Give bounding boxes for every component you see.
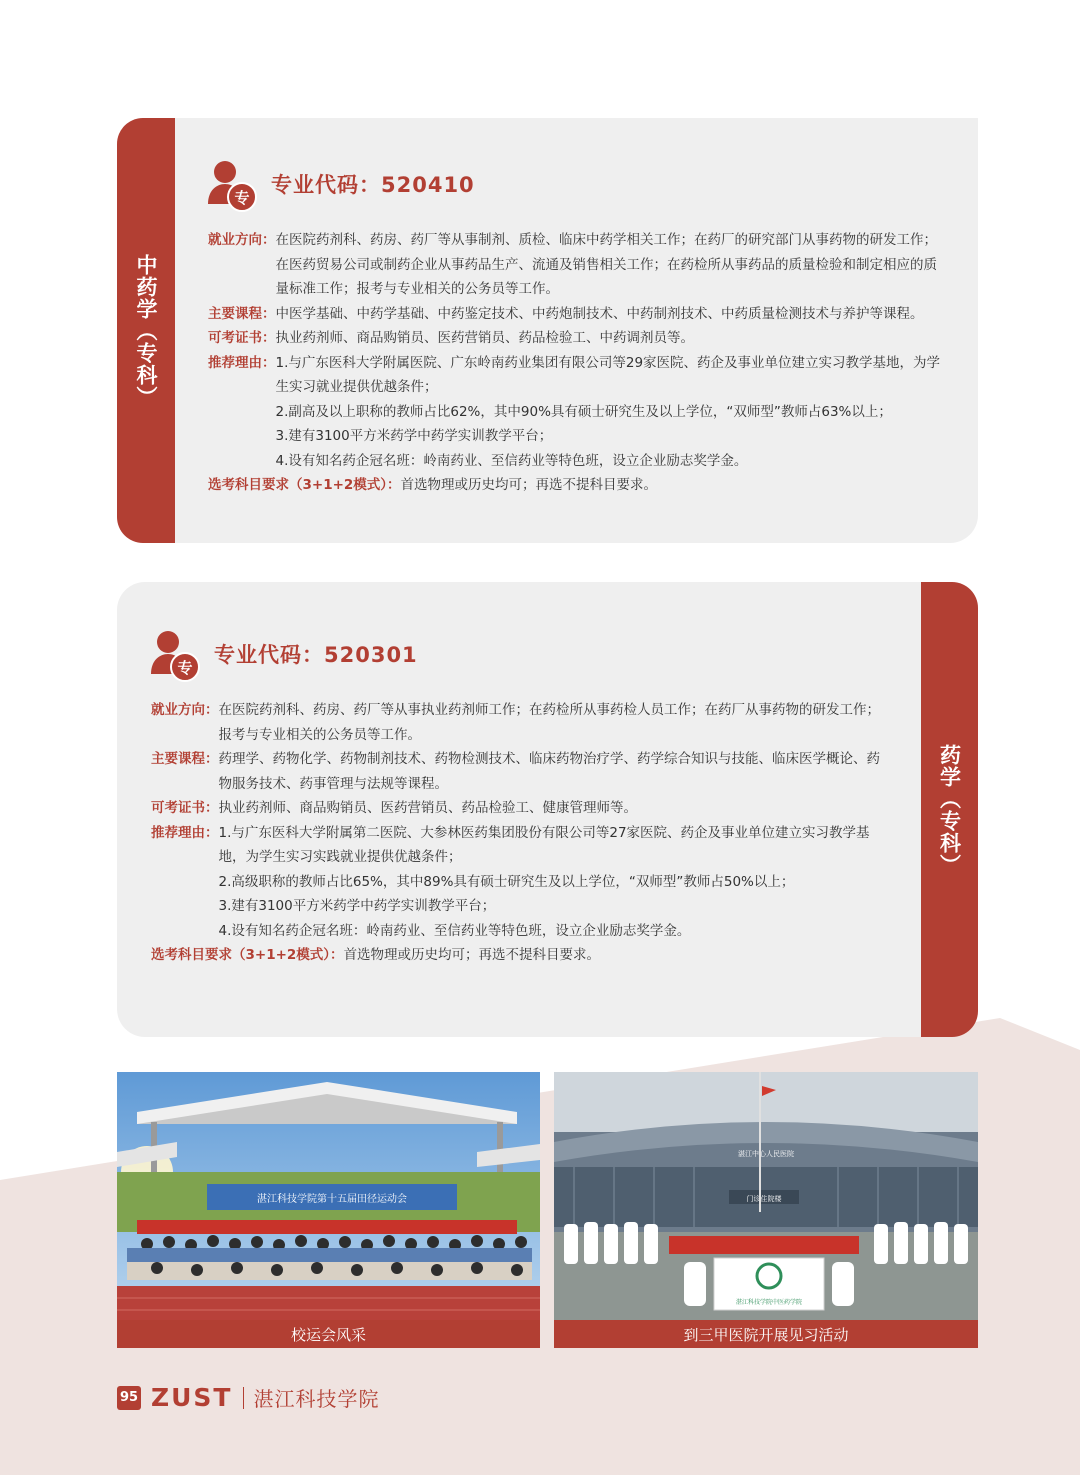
photo-caption: 校运会风采 bbox=[117, 1320, 540, 1348]
photo-hospital-visit bbox=[554, 1072, 978, 1348]
major-info bbox=[208, 228, 948, 498]
reason-item: 3.建有3100平方米药学中药学实训教学平台； bbox=[275, 428, 553, 444]
employment-label: 就业方向： bbox=[208, 232, 276, 248]
reason-row bbox=[208, 351, 948, 474]
reason-item: 4.设有知名药企冠名班：岭南药业、至信药业等特色班，设立企业励志奖学金。 bbox=[218, 922, 691, 939]
courses-text: 中医学基础、中药学基础、中药鉴定技术、中药炮制技术、中药制剂技术、中药质量检测技术与养护等课程。 bbox=[275, 305, 924, 322]
photo-sports-meeting bbox=[117, 1072, 540, 1348]
cert-text: 执业药剂师、商品购销员、医药营销员、药品检验工、健康管理师等。 bbox=[218, 800, 637, 816]
cert-row bbox=[151, 796, 891, 821]
reason-label: 推荐理由： bbox=[208, 354, 276, 371]
major-tab-pharmacy bbox=[921, 582, 978, 1037]
cert-text: 执业药剂师、商品购销员、医药营销员、药品检验工、中药调剂员等。 bbox=[275, 330, 694, 346]
brand-logo: ZUST bbox=[151, 1383, 233, 1412]
reason-item: 4.设有知名药企冠名班：岭南药业、至信药业等特色班，设立企业励志奖学金。 bbox=[275, 452, 748, 469]
cert-row bbox=[208, 326, 948, 351]
employment-row bbox=[151, 698, 891, 747]
hospital-visit-image bbox=[554, 1072, 978, 1320]
page-footer bbox=[117, 1383, 380, 1412]
person-icon bbox=[150, 628, 204, 680]
specialty-badge: 专 bbox=[227, 182, 257, 212]
door-sign: 门诊住院楼 bbox=[746, 1195, 782, 1203]
subject-row bbox=[208, 473, 948, 498]
reason-list bbox=[219, 821, 892, 944]
courses-row bbox=[208, 302, 948, 327]
courses-label: 主要课程： bbox=[208, 305, 276, 322]
reason-item: 2.副高及以上职称的教师占比62%，其中90%具有硕士研究生及以上学位，“双师型”教师占63%以上； bbox=[275, 403, 892, 420]
school-name: 湛江科技学院 bbox=[253, 1387, 380, 1411]
courses-text: 药理学、药物化学、药物制剂技术、药物检测技术、临床药物治疗学、药学综合知识与技能、临床医学概论、药物服务技术、药事管理与法规等课程。 bbox=[218, 751, 880, 792]
courses-row bbox=[151, 747, 891, 796]
subject-row bbox=[151, 943, 891, 968]
specialty-badge: 专 bbox=[170, 652, 200, 682]
employment-text: 在医院药剂科、药房、药厂等从事执业药剂师工作；在药检所从事药检人员工作；在药厂从事药物的研发工作；报考与专业相关的公务员等工作。 bbox=[218, 702, 880, 743]
subject-text: 首选物理或历史均可；再选不提科目要求。 bbox=[400, 477, 658, 493]
building-sign: 湛江中心人民医院 bbox=[738, 1150, 794, 1158]
employment-row bbox=[208, 228, 948, 302]
footer-divider bbox=[243, 1387, 244, 1409]
reason-item: 3.建有3100平方米药学中药学实训教学平台； bbox=[218, 898, 496, 914]
cert-label: 可考证书： bbox=[208, 330, 276, 346]
photo-caption: 到三甲医院开展见习活动 bbox=[554, 1320, 978, 1348]
reason-row bbox=[151, 821, 891, 944]
major-code: 专业代码：520301 bbox=[214, 643, 418, 667]
major-tab-tcm bbox=[117, 118, 175, 543]
subject-label: 选考科目要求（3+1+2模式）： bbox=[151, 947, 344, 963]
page-number: 95 bbox=[117, 1386, 141, 1410]
sports-meeting-image bbox=[117, 1072, 540, 1320]
employment-text: 在医院药剂科、药房、药厂等从事制剂、质检、临床中药学相关工作；在药厂的研究部门从事药物的研发工作；在医药贸易公司或制药企业从事药品生产、流通及销售相关工作；在药检所从事药品的质量检验和制定相应的质量标准工作；报考与专业相关的公务员等工作。 bbox=[275, 232, 937, 297]
flag-text: 湛江科技学院中医药学院 bbox=[735, 1299, 803, 1306]
reason-item: 1.与广东医科大学附属医院、广东岭南药业集团有限公司等29家医院、药企及事业单位建立实习教学基地，为学生实习就业提供优越条件； bbox=[275, 354, 941, 395]
reason-list bbox=[276, 351, 949, 474]
banner-text: 湛江科技学院第十五届田径运动会 bbox=[257, 1194, 407, 1205]
reason-item: 2.高级职称的教师占比65%，其中89%具有硕士研究生及以上学位，“双师型”教师占50%以上； bbox=[218, 873, 795, 890]
major-code: 专业代码：520410 bbox=[271, 173, 475, 197]
major-info bbox=[151, 698, 891, 968]
major-tab-title: 中药学（专科） bbox=[134, 253, 158, 408]
person-icon bbox=[207, 158, 261, 210]
employment-label: 就业方向： bbox=[151, 702, 219, 718]
cert-label: 可考证书： bbox=[151, 800, 219, 816]
major-code-row bbox=[150, 628, 418, 680]
reason-item: 1.与广东医科大学附属第二医院、大参林医药集团股份有限公司等27家医院、药企及事业单位建立实习教学基地，为学生实习实践就业提供优越条件； bbox=[218, 824, 870, 865]
courses-label: 主要课程： bbox=[151, 751, 219, 767]
subject-label: 选考科目要求（3+1+2模式）： bbox=[208, 477, 401, 493]
subject-text: 首选物理或历史均可；再选不提科目要求。 bbox=[343, 947, 601, 963]
major-tab-title: 药学（专科） bbox=[937, 743, 962, 876]
reason-label: 推荐理由： bbox=[151, 824, 219, 841]
major-code-row bbox=[207, 158, 475, 210]
